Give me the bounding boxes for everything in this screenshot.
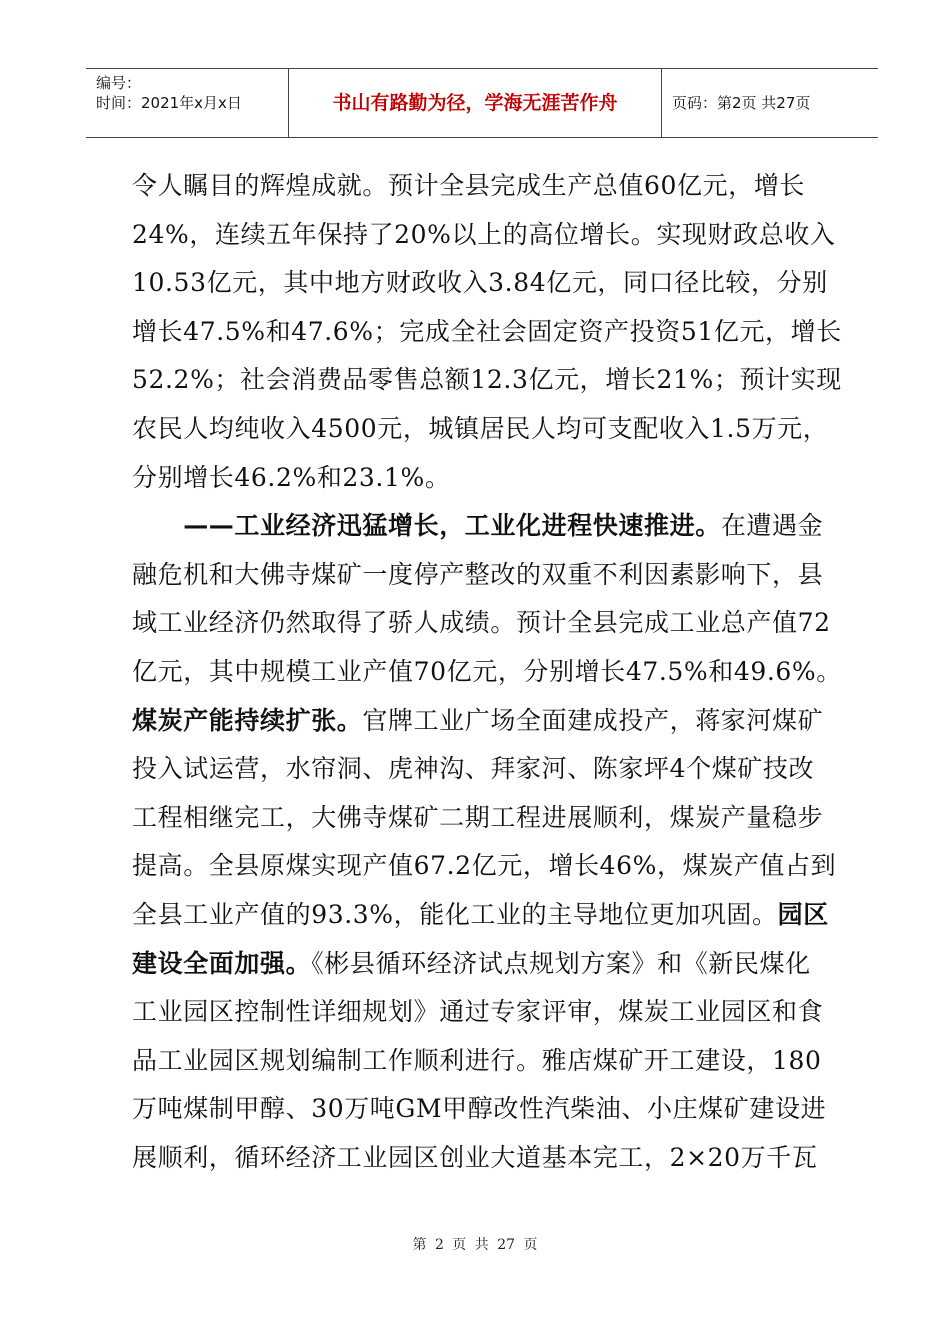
text-line (132, 940, 832, 989)
text-line (132, 988, 832, 1037)
header-meta (96, 73, 242, 113)
body-text: 亿元，其中规模工业产值70亿元，分别增长47.5%和49.6%。 (132, 656, 842, 686)
body-text: 万吨煤制甲醇、30万吨GM甲醇改性汽柴油、小庄煤矿建设进 (132, 1094, 827, 1124)
text-line (132, 599, 832, 648)
body-text: 展顺利，循环经济工业园区创业大道基本完工，2×20万千瓦 (132, 1142, 818, 1172)
body-text: 增长47.5%和47.6%；完成全社会固定资产投资51亿元，增长 (132, 316, 842, 346)
page-header (86, 68, 878, 138)
text-line (132, 502, 832, 551)
body-text: 24%，连续五年保持了20%以上的高位增长。实现财政总收入 (132, 219, 836, 249)
body-text: 融危机和大佛寺煤矿一度停产整改的双重不利因素影响下，县 (132, 559, 824, 589)
body-text: 提高。全县原煤实现产值67.2亿元，增长46%，煤炭产值占到 (132, 851, 837, 881)
body-text: 在遭遇金 (720, 511, 824, 541)
body-text: 令人瞩目的辉煌成就。预计全县完成生产总值60亿元，增长 (132, 171, 806, 200)
header-motto: 书山有路勤为径，学海无涯苦作舟 (332, 92, 618, 114)
page-footer: 第 2 页 共 27 页 (412, 1237, 538, 1253)
body-text: 10.53亿元，其中地方财政收入3.84亿元，同口径比较，分别 (132, 268, 828, 298)
body-text: 分别增长46.2%和23.1%。 (132, 462, 451, 492)
header-page-info: 页码：第2页 共27页 (672, 94, 811, 112)
text-line (132, 794, 832, 843)
bold-heading-text: 煤炭产能持续扩张。 (132, 705, 363, 735)
text-line (132, 308, 842, 357)
text-line (132, 648, 842, 697)
body-text: 工业园区控制性详细规划》通过专家评审，煤炭工业园区和食 (132, 997, 824, 1027)
text-line (132, 1085, 832, 1134)
text-line (132, 891, 832, 940)
text-line (132, 1134, 832, 1183)
document-time-label: 时间：2021年x月x日 (96, 94, 242, 112)
bold-heading-text: 建设全面加强。 (132, 948, 312, 978)
body-text: 品工业园区规划编制工作顺利进行。雅店煤矿开工建设，180 (132, 1045, 822, 1075)
text-line (132, 551, 832, 600)
text-line (132, 1037, 832, 1086)
text-line (132, 162, 832, 211)
body-text: 农民人均纯收入4500元，城镇居民人均可支配收入1.5万元， (132, 413, 829, 443)
body-text: 域工业经济仍然取得了骄人成绩。预计全县完成工业总产值72 (132, 608, 831, 638)
body-text: 《彬县循环经济试点规划方案》和《新民煤化 (311, 948, 811, 978)
text-line (132, 356, 842, 405)
text-line (132, 454, 832, 503)
text-line (132, 259, 832, 308)
text-line (132, 211, 836, 260)
text-line (132, 697, 832, 746)
document-number-label: 编号： (96, 74, 142, 92)
body-text: 全县工业产值的93.3%，能化工业的主导地位更加巩固。 (132, 899, 778, 929)
text-line (132, 405, 832, 454)
body-text: 官牌工业广场全面建成投产，蒋家河煤矿 (362, 705, 824, 735)
bold-heading-text: ——工业经济迅猛增长，工业化进程快速推进。 (132, 511, 721, 541)
body-text: 投入试运营，水帘洞、虎神沟、拜家河、陈家坪4个煤矿技改 (132, 754, 815, 784)
text-line (132, 842, 837, 891)
text-line (132, 745, 832, 794)
document-body (132, 162, 842, 1182)
bold-heading-text: 园区 (777, 899, 829, 929)
header-divider (661, 69, 662, 137)
body-text: 工程相继完工，大佛寺煤矿二期工程进展顺利，煤炭产量稳步 (132, 802, 824, 832)
body-text: 52.2%；社会消费品零售总额12.3亿元，增长21%；预计实现 (132, 365, 842, 395)
